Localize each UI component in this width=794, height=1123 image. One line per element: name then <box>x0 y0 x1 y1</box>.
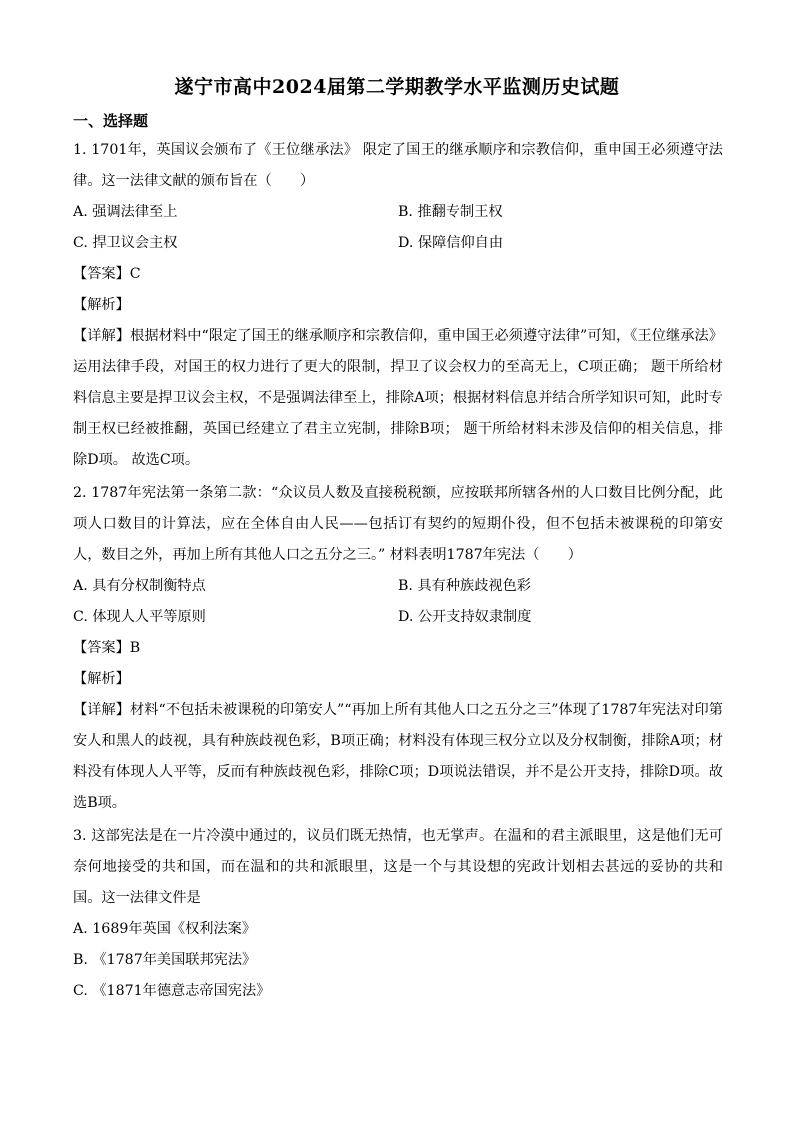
question-1-option-c: C. 捍卫议会主权 <box>73 235 178 251</box>
question-1-option-b: B. 推翻专制王权 <box>398 204 503 220</box>
question-3-stem: 3. 这部宪法是在一片冷漠中通过的，议员们既无热情，也无掌声。在温和的君主派眼里，这是他们无可奈何地接受的共和国，而在温和的共和派眼里，这是一个与其设想的宪政计划相去甚远的妥协的共和国。这一法律文件是 <box>73 828 723 906</box>
question-2-stem: 2. 1787年宪法第一条第二款：“众议员人数及直接税税额，应按联邦所辖各州的人口数目比例分配，此项人口数目的计算法，应在全体自由人民——包括订有契约的短期仆役，但不包括未被课税的印第安人，数目之外，再加上所有其他人口之五分之三。” 材料表明1787年宪法（ ） <box>73 485 723 563</box>
question-2-option-d: D. 公开支持奴隶制度 <box>398 609 532 625</box>
section-heading: 一、选择题 <box>73 112 149 130</box>
question-1-option-a: A. 强调法律至上 <box>73 204 178 220</box>
question-1-detail: 【详解】根据材料中“限定了国王的继承顺序和宗教信仰，重申国王必须遵守法律”可知，《王位继承法》运用法律手段，对国王的权力进行了更大的限制，捍卫了议会权力的至高无上，C项正确； 题干所给材料信息主要是捍卫议会主权，不是强调法律至上，排除A项；根据材料信息并结合所学知识可知，此时专制王权已经被推翻，英国已经建立了君主立宪制，排除B项； 题干所给材料未涉及信仰的相关信息，排除D项。 故选C项。 <box>73 328 723 468</box>
question-2-option-b: B. 具有种族歧视色彩 <box>398 578 531 594</box>
question-2-answer: 【答案】B <box>73 640 141 656</box>
question-2-option-c: C. 体现人人平等原则 <box>73 609 206 625</box>
question-1-stem: 1. 1701年，英国议会颁布了《王位继承法》 限定了国王的继承顺序和宗教信仰，重申国王必须遵守法律。这一法律文献的颁布旨在（ ） <box>73 142 723 189</box>
question-3-option-a: A. 1689年英国《权利法案》 <box>73 921 257 937</box>
question-1-analysis-label: 【解析】 <box>73 297 130 313</box>
question-3-option-c: C. 《1871年德意志帝国宪法》 <box>73 983 271 999</box>
question-2-analysis-label: 【解析】 <box>73 671 130 687</box>
question-1-option-d: D. 保障信仰自由 <box>398 235 504 251</box>
question-2-detail: 【详解】材料“不包括未被课税的印第安人”“再加上所有其他人口之五分之三”体现了1787年宪法对印第安人和黑人的歧视，具有种族歧视色彩，B项正确；材料没有体现三权分立以及分权制衡，排除A项；材料没有体现人人平等，反而有种族歧视色彩，排除C项；D项说法错误，并不是公开支持，排除D项。故选B项。 <box>73 702 723 811</box>
question-3-option-b: B. 《1787年美国联邦宪法》 <box>73 952 257 968</box>
page-title: 遂宁市高中2024届第二学期教学水平监测历史试题 <box>174 76 620 98</box>
question-1-answer: 【答案】C <box>73 266 141 282</box>
question-2-option-a: A. 具有分权制衡特点 <box>73 578 206 594</box>
